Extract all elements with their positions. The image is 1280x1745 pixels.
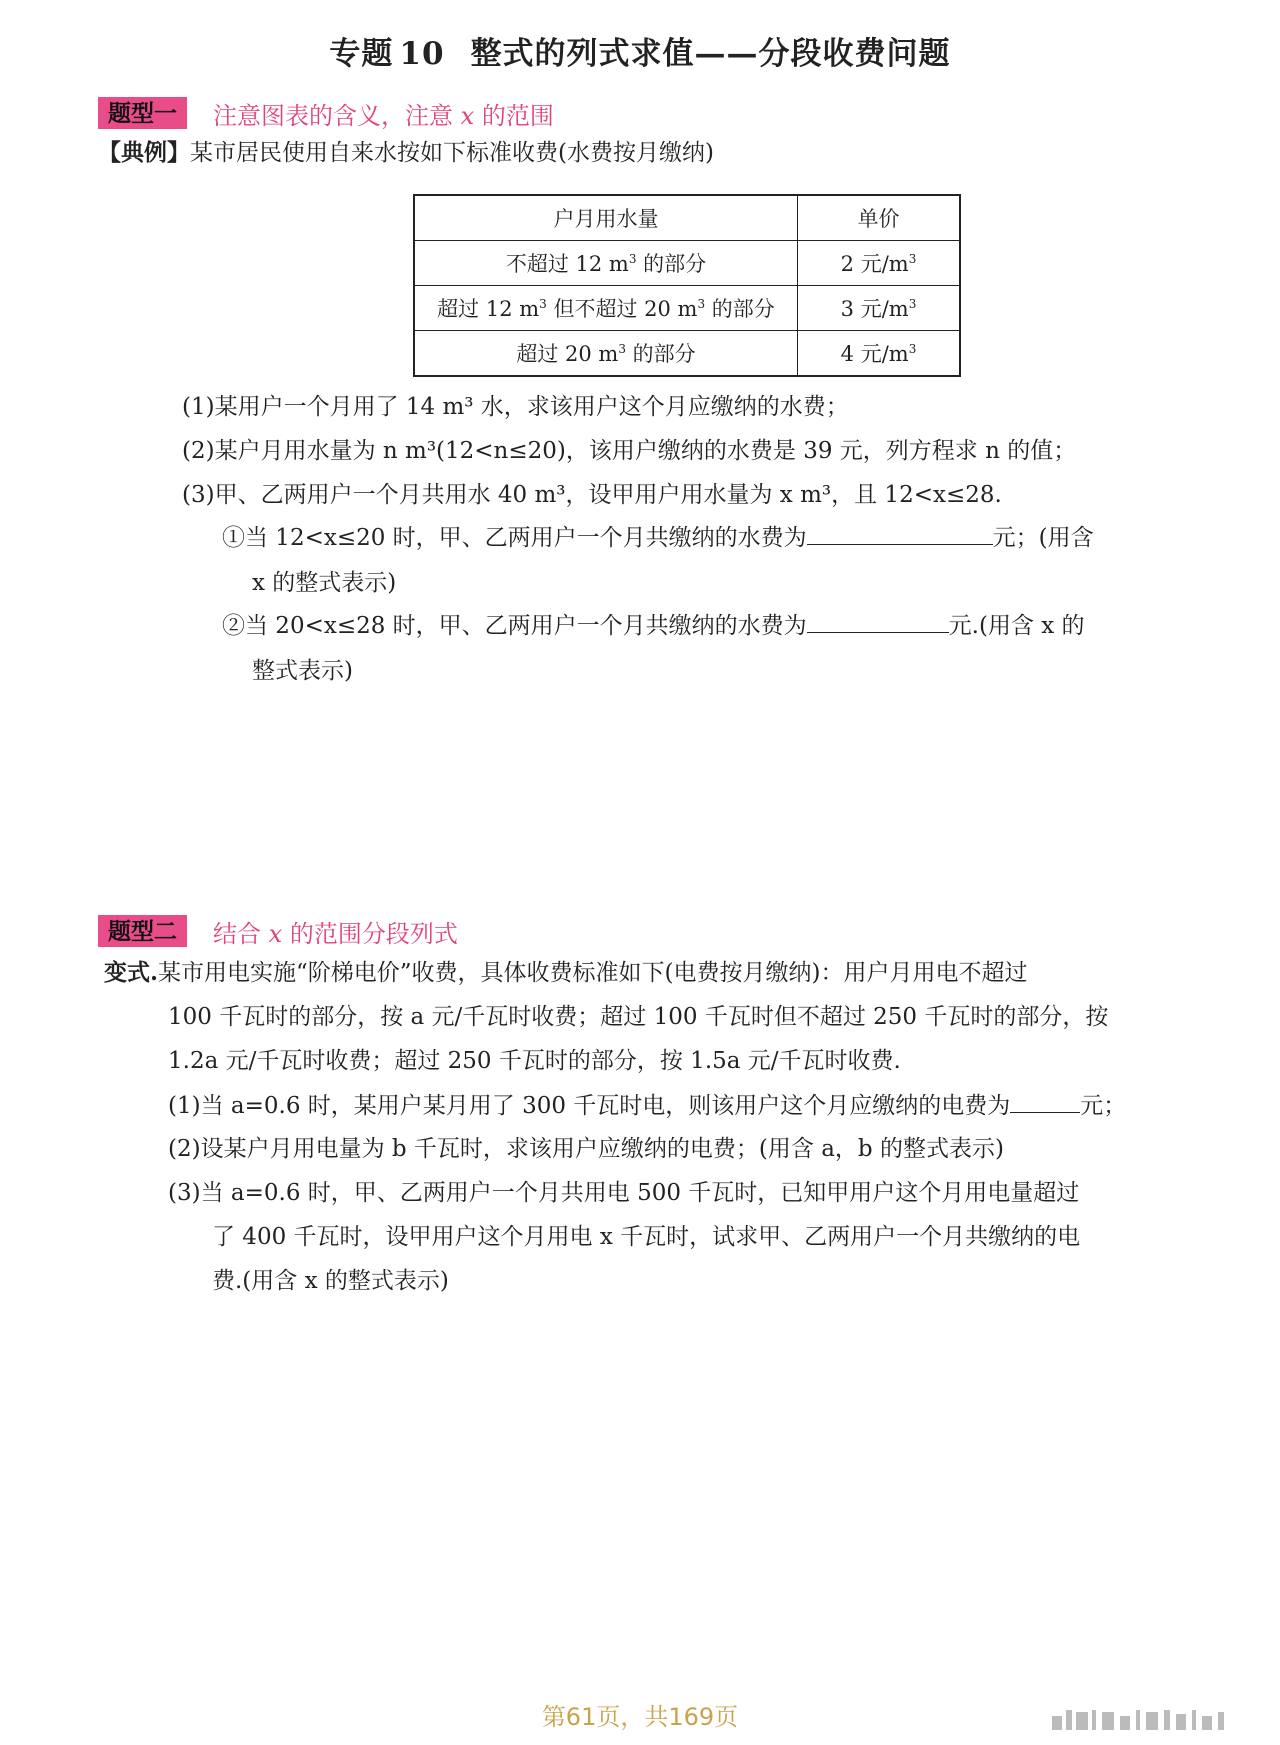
variant-line-1: 变式.某市用电实施“阶梯电价”收费，具体收费标准如下(电费按月缴纳)：用户月用电不超过 [104,959,1028,986]
question-3a: ①当 12<x≤20 时，甲、乙两用户一个月共缴纳的水费为 元；(用含 [222,522,1094,553]
table-row [414,241,960,286]
water-fee-table [413,194,961,377]
section-1-title: 注意图表的含义，注意 x 的范围 [213,101,554,130]
variant-tag: 变式. [104,959,159,986]
table-cell-range: 超过 12 $m^3$ 但不超过 20 $m^3$ 的部分 [414,286,798,331]
question-2: (2)某户月用水量为 n m³(12<n≤20)，该用户缴纳的水费是 39 元，列方程求 n 的值； [182,438,1077,464]
section-1-heading [98,96,554,130]
section-2-badge: 题型二 [98,915,187,947]
table-cell-price: 4 元$/m^3$ [798,331,961,377]
question-3b-line2: 整式表示) [252,658,353,684]
variant-question-1: (1)当 a=0.6 时，某用户某月用了 300 千瓦时电，则该用户这个月应缴纳的电费为 元； [168,1090,1126,1121]
page-title [0,28,1280,73]
table-cell-range: 超过 20 $m^3$ 的部分 [414,331,798,377]
table-header-price: 单价 [798,195,961,241]
variant-question-3: (3)当 a=0.6 时，甲、乙两用户一个月共用电 500 千瓦时，已知甲用户这个月用电量超过 [168,1180,1080,1206]
table-cell-price: 3 元$/m^3$ [798,286,961,331]
page-counter: 第61页，共169页 [541,1703,739,1731]
title-main: 整式的列式求值——分段收费问题 [470,36,951,72]
title-prefix: 专题 [329,36,394,72]
table-cell-price: 2 元$/m^3$ [798,241,961,286]
table-row [414,331,960,377]
table-row [414,286,960,331]
variant-question-2: (2)设某户月用电量为 b 千瓦时，求该用户应缴纳的电费；(用含 a，b 的整式表示) [168,1136,1004,1162]
question-3: (3)甲、乙两用户一个月共用水 40 m³，设甲用户用水量为 x m³，且 12<x≤28. [182,482,1002,508]
variant-question-3-line3: 费.(用含 x 的整式表示) [212,1268,449,1294]
question-3b: ②当 20<x≤28 时，甲、乙两用户一个月共缴纳的水费为 元.(用含 x 的 [222,610,1085,641]
example-text: 某市居民使用自来水按如下标准收费(水费按月缴纳) [190,140,714,166]
example-intro [98,138,714,168]
section-2-heading [98,914,458,948]
answer-blank[interactable] [807,610,949,633]
table-cell-range: 不超过 12 $m^3$ 的部分 [414,241,798,286]
example-tag: 【典例】 [98,139,190,166]
title-number: 10 [399,36,445,72]
variant-line-3: 1.2a 元/千瓦时收费；超过 250 千瓦时的部分，按 1.5a 元/千瓦时收费. [168,1048,901,1074]
answer-blank[interactable] [807,522,993,545]
question-3a-line2: x 的整式表示) [252,570,397,596]
variant-line-2: 100 千瓦时的部分，按 a 元/千瓦时收费；超过 100 千瓦时但不超过 250 千瓦时的部分，按 [168,1004,1109,1030]
section-2-title: 结合 x 的范围分段列式 [213,919,458,948]
question-1: (1)某用户一个月用了 14 m³ 水，求该用户这个月应缴纳的水费； [182,394,849,420]
section-1-badge: 题型一 [98,97,187,129]
table-header-row [414,195,960,241]
answer-blank[interactable] [1010,1090,1080,1113]
barcode-watermark-icon [1052,1710,1252,1732]
table-header-usage: 户月用水量 [414,195,798,241]
variant-question-3-line2: 了 400 千瓦时，设甲用户这个月用电 x 千瓦时，试求甲、乙两用户一个月共缴纳的电 [212,1224,1081,1250]
